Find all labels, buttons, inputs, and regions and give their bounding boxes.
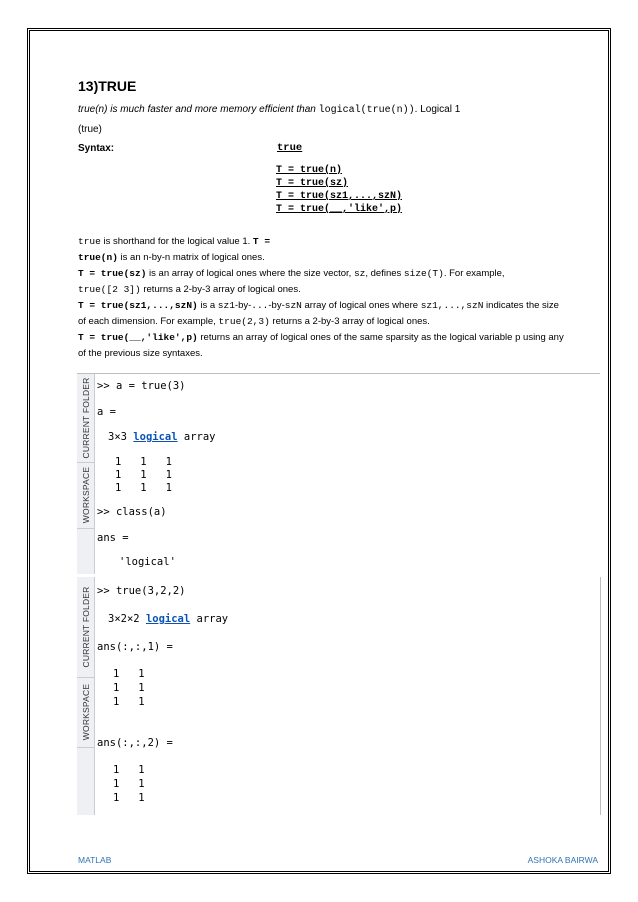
desc-text: p [515,332,521,343]
tab-workspace[interactable] [77,677,94,748]
intro-text [78,100,558,139]
desc-code: sz1,...,szN [420,300,484,311]
desc-text: , defines [365,268,404,279]
desc-paragraph-4 [78,298,566,330]
matrix-row: 1 1 1 [115,482,172,494]
section-heading: 13)TRUE [78,78,137,94]
desc-text: . [247,236,253,247]
output-line: ans(:,:,1) = [97,641,173,653]
desc-text: -by- [234,300,252,311]
matrix-row: 1 1 [113,792,145,804]
desc-code: szN [284,300,302,311]
tab-label: CURRENT FOLDER [80,586,91,668]
desc-text: returns an array of logical ones of the same sparsity as the logical variable [197,332,516,343]
command-line: >> true(3,2,2) [97,585,186,597]
desc-text: array of logical ones where [301,300,421,311]
tab-current-folder[interactable] [77,577,94,678]
side-tabs [77,374,95,574]
desc-code: true(n) [78,252,118,263]
tab-current-folder[interactable] [77,374,94,463]
desc-paragraph-5 [78,330,566,362]
matrix-row: 1 1 [113,682,145,694]
desc-code: true(2,3) [218,316,270,327]
matrix-row: 1 1 [113,696,145,708]
description [78,234,566,362]
desc-text: is an array of logical ones where the size vector, [146,268,354,279]
syntax-form: T = true(sz1,...,szN) [276,191,403,202]
desc-code: true [78,236,101,247]
desc-code: ... [251,300,269,311]
output-line: ans(:,:,2) = [97,737,173,749]
output-text: array [190,613,229,625]
matlab-screenshot-1 [77,373,600,574]
intro-code: logical(true(n)) [318,105,415,116]
command-window[interactable] [97,374,600,574]
syntax-function-name: true [277,142,303,154]
tab-label: WORKSPACE [80,683,91,741]
desc-value: 1 [242,236,248,247]
output-text: 3×2×2 [108,613,146,625]
desc-code: true([2 3]) [78,284,141,295]
output-text: 3×3 [108,431,134,443]
intro-emphasis: true(n) is much faster and more memory efficient than [78,104,319,115]
intro-tail: . Logical 1 [414,104,461,115]
syntax-form: T = true(n) [276,165,343,176]
side-tabs [77,577,95,815]
syntax-form: T = true(__,'like',p) [276,204,403,215]
desc-text: using any of the previous size syntaxes. [78,332,564,359]
matrix-row: 1 1 1 [115,469,172,481]
logical-link[interactable]: logical [145,613,191,625]
matrix-row: 1 1 [113,778,145,790]
desc-text: is shorthand for the logical value [100,236,243,247]
output-line: 'logical' [119,556,176,568]
matrix-row: 1 1 [113,668,145,680]
matlab-screenshot-2 [77,577,601,815]
syntax-label: Syntax: [78,143,115,154]
desc-code: sz1 [217,300,235,311]
footer-left: MATLAB [78,855,112,865]
desc-code: T = [252,236,271,247]
tab-workspace[interactable] [77,462,94,529]
desc-code: T = true(sz) [78,268,147,279]
tab-label: WORKSPACE [80,466,91,524]
logical-link[interactable]: logical [133,431,178,443]
desc-code: T = true(__,'like',p) [78,332,198,343]
footer-right: ASHOKA BAIRWA [527,855,598,865]
matrix-row: 1 1 1 [115,456,172,468]
desc-code: T = true(sz1,...,szN) [78,300,198,311]
desc-text: is a [197,300,218,311]
desc-text: . For example, [443,268,505,279]
tab-label: CURRENT FOLDER [80,377,91,459]
output-text: array [177,431,216,443]
desc-paragraph-2 [78,250,566,266]
matrix-row: 1 1 [113,764,145,776]
command-window[interactable] [97,577,600,815]
output-line: a = [97,406,116,418]
command-line: >> class(a) [97,506,167,518]
desc-text: indicates the size of each dimension. For example, [78,300,559,327]
desc-paragraph-1 [78,234,566,250]
desc-text: is an n-by-n matrix of logical ones. [117,252,265,263]
desc-text: -by- [268,300,285,311]
syntax-forms [276,164,402,216]
syntax-form: T = true(sz) [276,178,349,189]
desc-text: returns a 2-by-3 array of logical ones. [269,316,430,327]
desc-code: size(T) [403,268,444,279]
output-line: ans = [97,532,129,544]
intro-line2: (true) [78,124,102,135]
desc-code: sz [353,268,366,279]
desc-text: returns a 2-by-3 array of logical ones. [140,284,301,295]
desc-paragraph-3 [78,266,566,298]
output-line [108,431,216,444]
command-line: >> a = true(3) [97,380,186,392]
output-line [108,613,228,626]
